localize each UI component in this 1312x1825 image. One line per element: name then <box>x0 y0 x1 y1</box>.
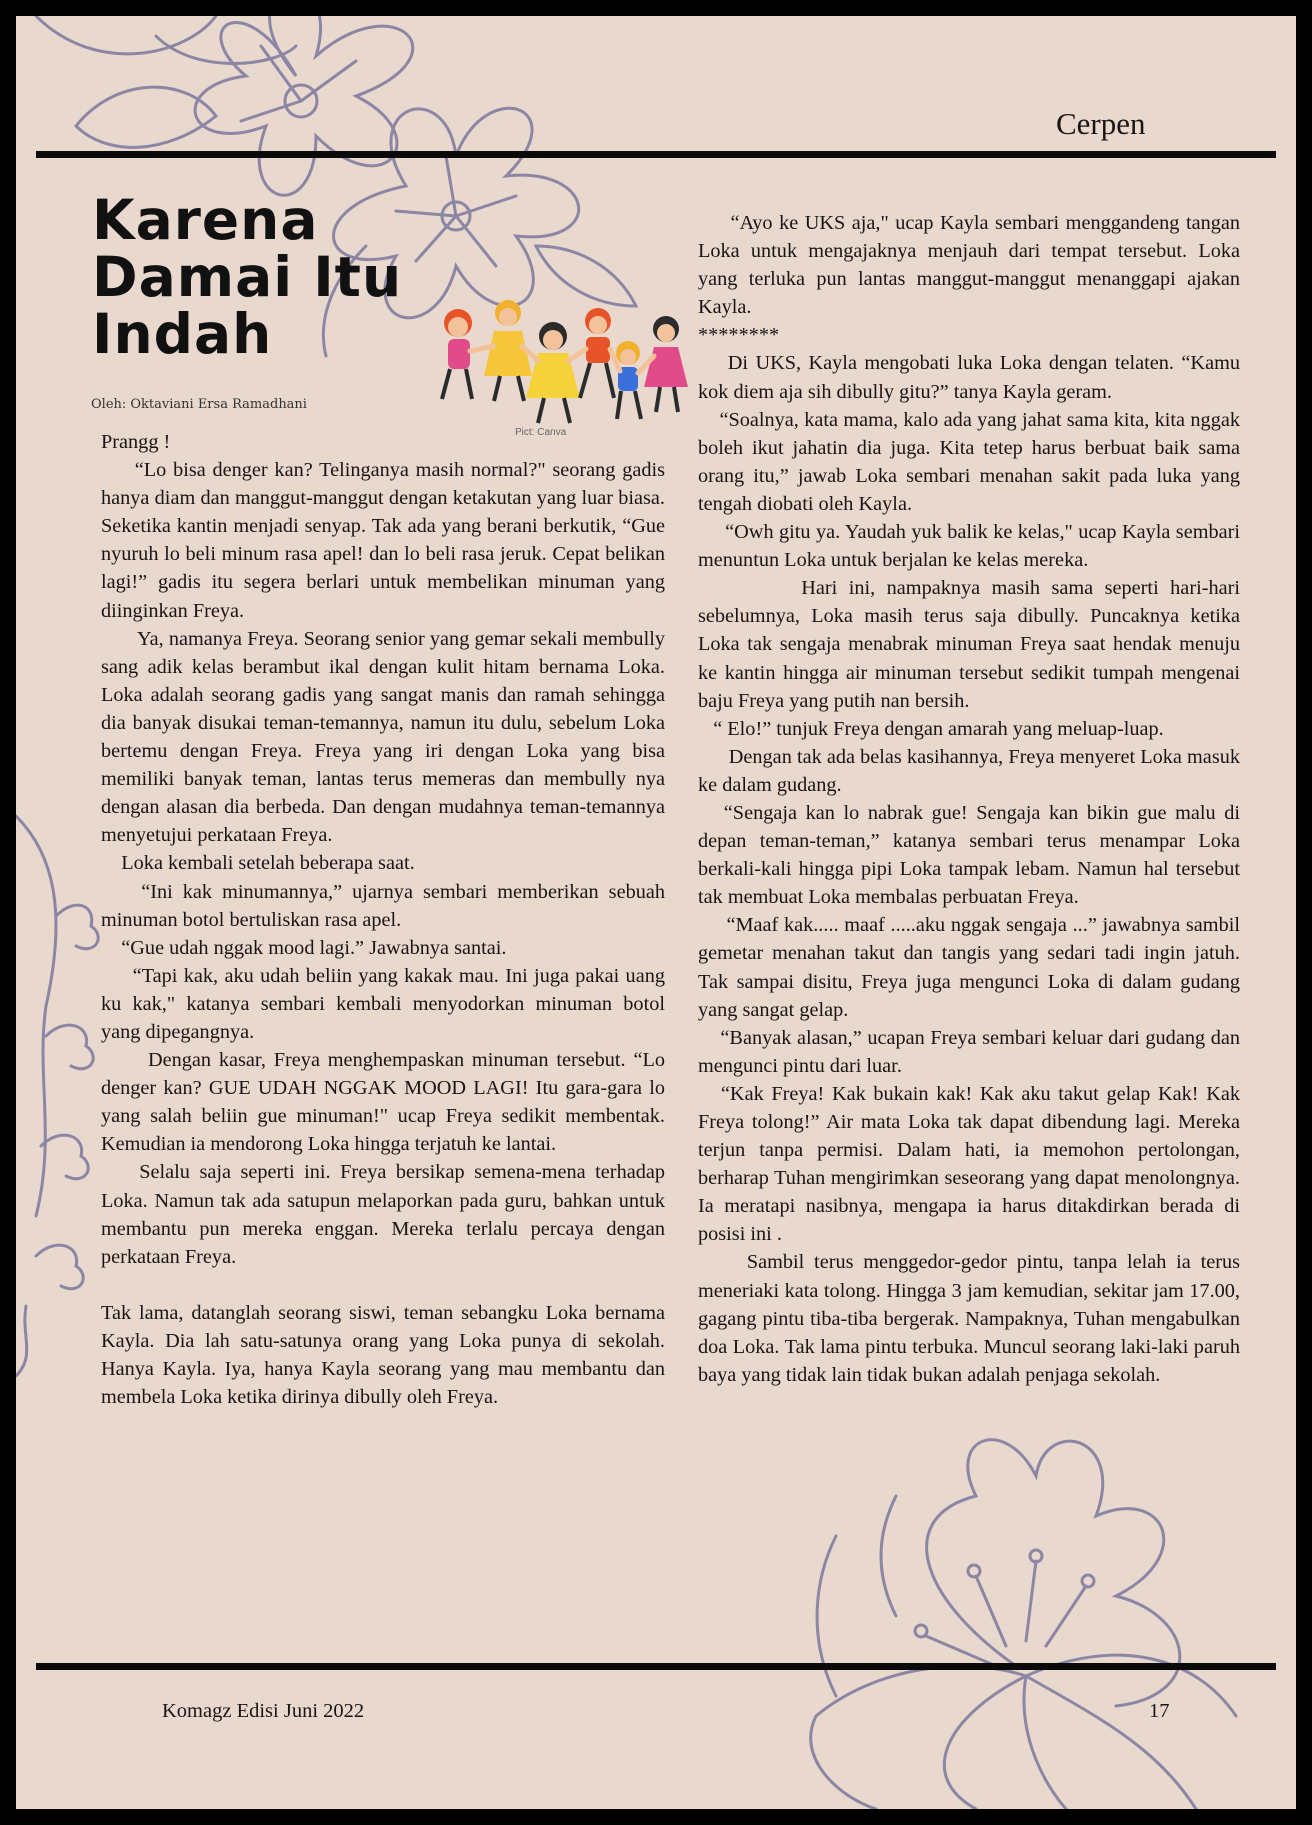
paragraph: “Soalnya, kata mama, kalo ada yang jahat sama kita, kita nggak boleh ikut jahatin dia juga. Kita tetep harus berbuat baik sama orang itu,” jawab Loka sembari menahan sakit pada luka yang tengah diobati oleh Kayla. <box>698 408 1240 515</box>
paragraph: “Tapi kak, aku udah beliin yang kakak mau. Ini juga pakai uang ku kak," katanya sembari kembali menyodorkan minuman botol yang dipegangnya. <box>101 964 665 1043</box>
paragraph: “Maaf kak..... maaf .....aku nggak sengaja ...” jawabnya sambil gemetar menahan takut dan tangis yang sedari tadi ingin jatuh. Tak sampai disitu, Freya juga mengunci Loka di dalam gudang yang sangat gelap. <box>698 914 1240 1021</box>
title-line-2: Damai Itu <box>92 245 403 309</box>
footer-edition: Komagz Edisi Juni 2022 <box>162 1700 365 1722</box>
branch-outline-left-icon <box>16 816 98 1376</box>
article-title <box>92 188 403 366</box>
paragraph: “Ayo ke UKS aja," ucap Kayla sembari menggandeng tangan Loka untuk mengajaknya menjauh dari tempat tersebut. Loka yang terluka pun lantas manggut-manggut menanggapi ajakan Kayla. <box>698 212 1240 319</box>
flower-outline-bottom-icon <box>811 1440 1236 1809</box>
paragraph: “ Elo!” tunjuk Freya dengan amarah yang meluap-luap. <box>698 717 1164 740</box>
paragraph: “Owh gitu ya. Yaudah yuk balik ke kelas," ucap Kayla sembari menuntun Loka untuk berjalan ke kelas mereka. <box>698 521 1240 572</box>
paragraph: “Gue udah nggak mood lagi.” Jawabnya santai. <box>101 936 507 959</box>
paragraph: “Ini kak minumannya,” ujarnya sembari memberikan sebuah minuman botol bertuliskan rasa apel. <box>101 880 665 931</box>
bottom-rule <box>36 1663 1276 1670</box>
article-column-left <box>101 428 665 1411</box>
scene-break: ******** <box>698 324 780 347</box>
paragraph: Prangg ! <box>101 431 171 453</box>
paragraph: “Lo bisa denger kan? Telinganya masih normal?" seorang gadis hanya diam dan manggut-manggut dengan ketakutan yang luar biasa. Seketika kantin menjadi senyap. Tak ada yang berani berkutik, “Gue nyuruh lo beli minum rasa apel! dan lo beli rasa jeruk. Cepat belikan lagi!” gadis itu segera berlari untuk membelikan minuman yang diinginkan Freya. <box>101 459 665 622</box>
paragraph: Dengan tak ada belas kasihannya, Freya menyeret Loka masuk ke dalam gudang. <box>698 745 1240 796</box>
paragraph: Di UKS, Kayla mengobati luka Loka dengan telaten. “Kamu kok diem aja sih dibully gitu?” tanya Kayla geram. <box>698 352 1240 403</box>
title-line-1: Karena <box>92 188 319 252</box>
section-label: Cerpen <box>1056 106 1146 141</box>
top-rule <box>36 151 1276 158</box>
paragraph: Tak lama, datanglah seorang siswi, teman sebangku Loka bernama Kayla. Dia lah satu-satunya orang yang Loka punya di sekolah. Hanya Kayla. Iya, hanya Kayla seorang yang mau membantu dan membela Loka ketika dirinya dibully oleh Freya. <box>101 1301 665 1409</box>
author-byline: Oleh: Oktaviani Ersa Ramadhani <box>91 397 307 412</box>
paragraph: “Banyak alasan,” ucapan Freya sembari keluar dari gudang dan mengunci pintu dari luar. <box>698 1026 1240 1077</box>
image-credit: Pict: Canva <box>515 427 567 438</box>
children-playing-illustration-icon <box>428 291 688 441</box>
magazine-page <box>16 16 1296 1809</box>
paragraph: Loka kembali setelah beberapa saat. <box>101 852 415 875</box>
page-number: 17 <box>1149 1700 1170 1722</box>
paragraph: Ya, namanya Freya. Seorang senior yang gemar sekali membully sang adik kelas berambut ikal dengan kulit hitam bernama Loka. Loka adalah seorang gadis yang sangat manis dan ramah sehingga dia banyak disukai teman-temannya, namun itu dulu, sebelum Loka bertemu dengan Freya. Freya yang iri dengan Loka yang bisa memiliki banyak teman, lantas terus memeras dan membully nya dengan alasan dia berbeda. Dan dengan mudahnya teman-temannya menyetujui perkataan Freya. <box>101 627 665 847</box>
title-line-3: Indah <box>92 302 273 366</box>
paragraph: “Sengaja kan lo nabrak gue! Sengaja kan bikin gue malu di depan teman-teman,” katanya sembari terus menampar Loka berkali-kali hingga pipi Loka tampak lebam. Namun hal tersebut tak membuat Loka membalas perbuatan Freya. <box>698 801 1240 909</box>
paragraph: “Kak Freya! Kak bukain kak! Kak aku takut gelap Kak! Kak Freya tolong!” Air mata Loka tak dapat dibendung lagi. Mereka terjun tanpa permisi. Dalam hati, ia memohon pertolongan, berharap Tuhan mengirimkan seseorang yang dapat menolongnya. Ia meratapi nasibnya, mengapa ia harus ditakdirkan berada di posisi ini . <box>698 1082 1240 1246</box>
paragraph: Dengan kasar, Freya menghempaskan minuman tersebut. “Lo denger kan? GUE UDAH NGGAK MOOD LAGI! Itu gara-gara lo yang salah beliin gue minuman!" ucap Freya sedikit membentak. Kemudian ia mendorong Loka hingga terjatuh ke lantai. <box>101 1049 665 1156</box>
paragraph: Sambil terus menggedor-gedor pintu, tanpa lelah ia terus meneriaki kata tolong. Hingga 3 jam kemudian, sekitar jam 17.00, gagang pintu tiba-tiba bergerak. Nampaknya, Tuhan mengabulkan doa Loka. Tak lama pintu terbuka. Muncul seorang laki-laki paruh baya yang tidak lain tidak bukan adalah penjaga sekolah. <box>698 1251 1240 1386</box>
article-column-right <box>698 209 1240 1389</box>
paragraph-spacer <box>101 1271 665 1299</box>
paragraph: Selalu saja seperti ini. Freya bersikap semena-mena terhadap Loka. Namun tak ada satupun melaporkan pada guru, bahkan untuk membantu pun mereka enggan. Mereka terlalu percaya dengan perkataan Freya. <box>101 1161 665 1268</box>
paragraph: Hari ini, nampaknya masih sama seperti hari-hari sebelumnya, Loka masih terus saja dibully. Puncaknya ketika Loka tak sengaja menabrak minuman Freya saat hendak menuju ke kantin hingga air minuman tersebut sedikit tumpah mengenai baju Freya yang putih nan bersih. <box>698 577 1240 712</box>
